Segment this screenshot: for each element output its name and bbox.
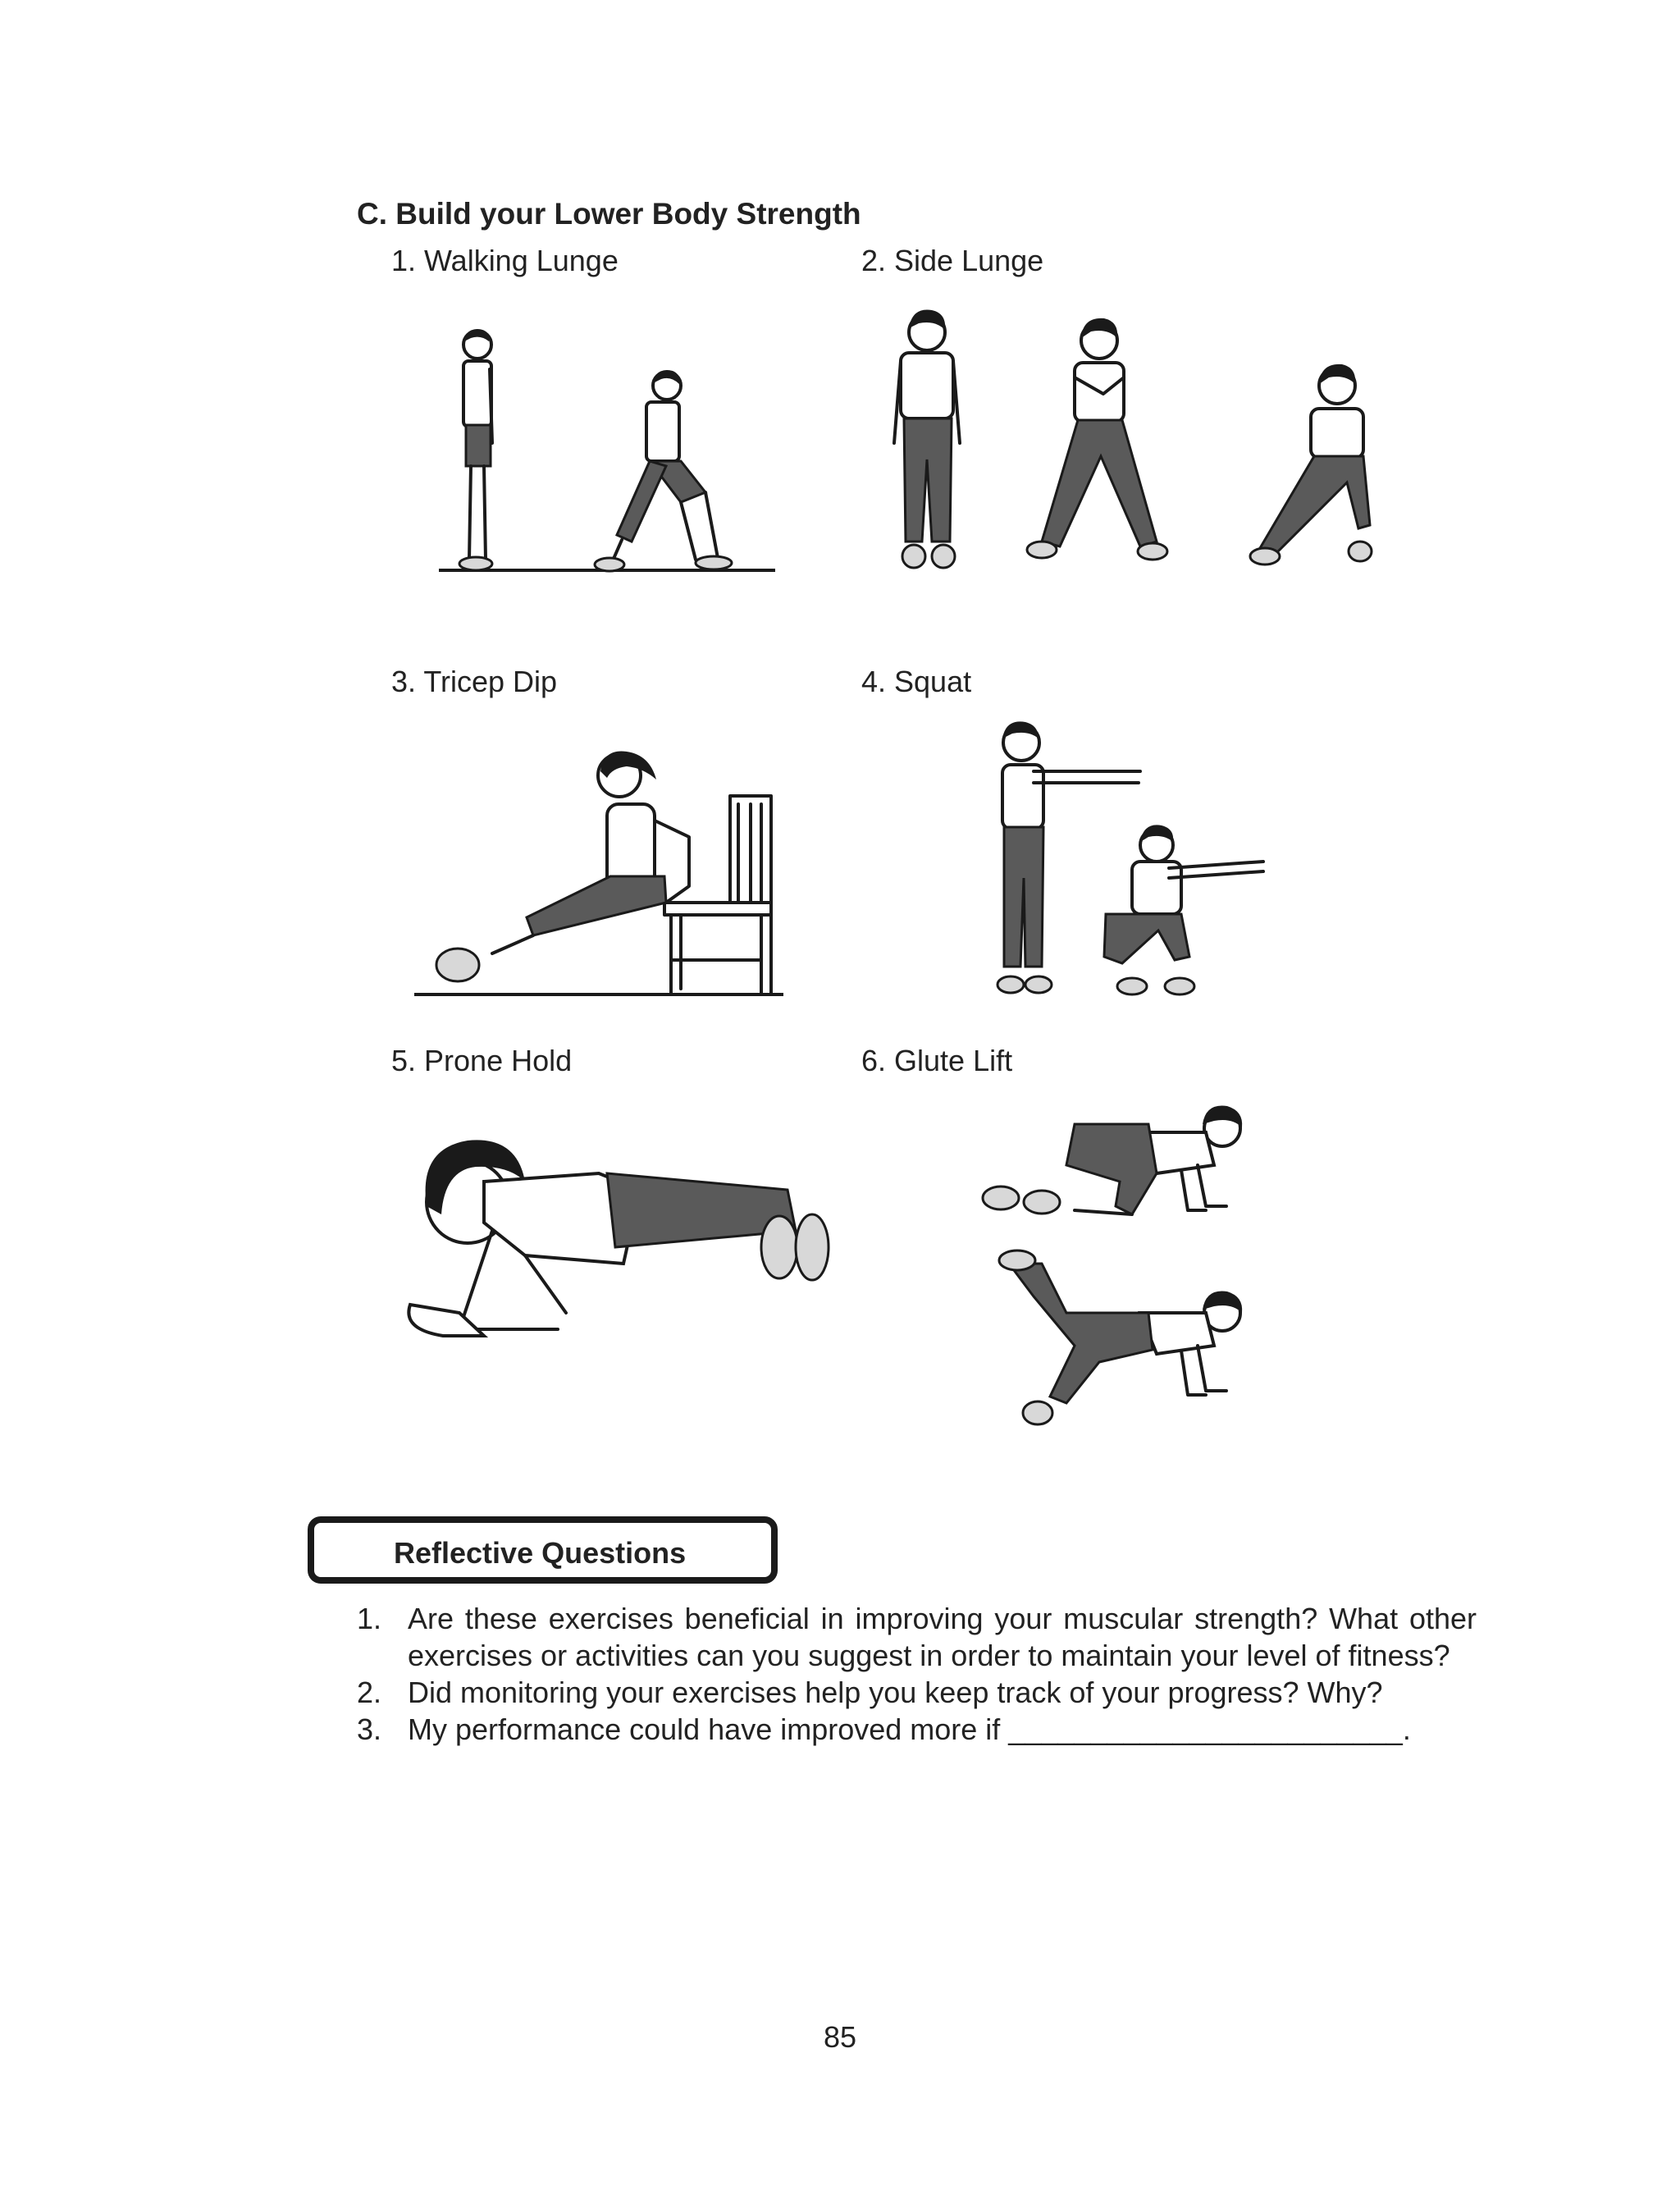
question-number: 3. xyxy=(357,1712,382,1746)
section-title: C. Build your Lower Body Strength xyxy=(357,197,861,231)
prone-hold-illustration xyxy=(394,1124,837,1378)
question-item xyxy=(357,1674,1477,1711)
exercise-label-glute-lift: 6. Glute Lift xyxy=(861,1044,1013,1077)
reflective-questions-title: Reflective Questions xyxy=(394,1536,687,1570)
exercise-label-squat: 4. Squat xyxy=(861,665,972,698)
page-number: 85 xyxy=(823,2020,857,2054)
exercise-label-tricep-dip: 3. Tricep Dip xyxy=(391,665,558,698)
question-item xyxy=(357,1711,1477,1748)
walking-lunge-illustration xyxy=(435,320,779,583)
tricep-dip-illustration xyxy=(410,738,788,1001)
question-text: My performance could have improved more if ________________________. xyxy=(408,1712,1411,1746)
question-item xyxy=(357,1600,1477,1674)
question-text: Did monitoring your exercises help you keep track of your progress? Why? xyxy=(408,1676,1383,1709)
side-lunge-illustration xyxy=(878,295,1403,591)
glute-lift-illustration xyxy=(976,1100,1288,1428)
exercise-label-prone-hold: 5. Prone Hold xyxy=(391,1044,573,1077)
question-number: 1. xyxy=(357,1602,382,1635)
exercise-label-side-lunge: 2. Side Lunge xyxy=(861,244,1044,277)
exercise-label-walking-lunge: 1. Walking Lunge xyxy=(391,244,619,277)
question-number: 2. xyxy=(357,1676,382,1709)
question-text: Are these exercises beneficial in improving your muscular strength? What other exercises or activities can you suggest in order to maintain your level of fitness? xyxy=(408,1602,1477,1672)
questions-list xyxy=(357,1600,1477,1748)
reflective-questions-box xyxy=(308,1516,778,1584)
squat-illustration xyxy=(984,714,1288,1009)
